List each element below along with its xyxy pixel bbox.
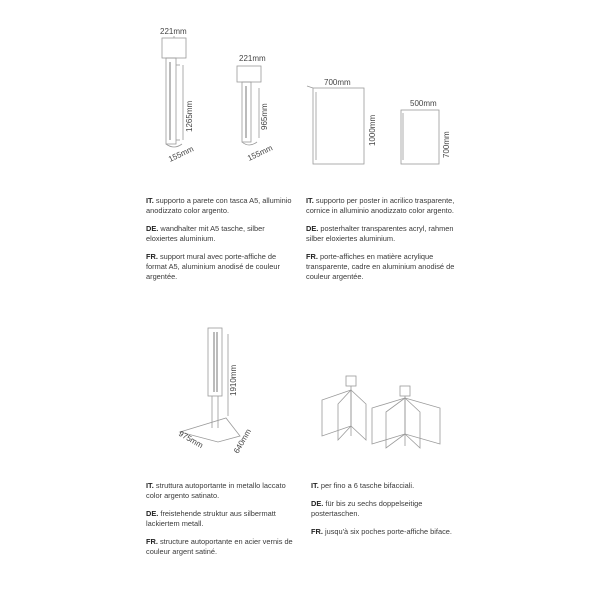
text-fr: jusqu'à six poches porte-affiche biface.	[324, 527, 452, 536]
lang-code-de: DE.	[146, 509, 159, 518]
description-wall-holder	[146, 196, 296, 290]
dim-500: 500mm	[410, 99, 437, 108]
dim-965: 965mm	[260, 103, 269, 130]
text-fr: support mural avec porte-affiche de format A5, aluminium anodisé de couleur argentée.	[146, 252, 280, 281]
description-it	[146, 196, 296, 216]
description-de	[146, 224, 296, 244]
description-fr	[306, 252, 456, 282]
rotating-pockets-drawing	[322, 376, 440, 448]
dim-700-small: 700mm	[442, 131, 451, 158]
description-pockets	[311, 481, 461, 545]
lang-code-it: IT.	[311, 481, 319, 490]
lang-code-de: DE.	[306, 224, 319, 233]
poster-large-drawing	[307, 86, 364, 164]
wall-holder-tall-drawing	[162, 36, 186, 147]
description-poster-holder	[306, 196, 456, 290]
description-de	[306, 224, 456, 244]
text-it: struttura autoportante in metallo laccato color argento satinato.	[146, 481, 286, 500]
text-de: wandhalter mit A5 tasche, silber eloxiertes aluminium.	[146, 224, 265, 243]
lang-code-fr: FR.	[311, 527, 323, 536]
text-it: supporto a parete con tasca A5, alluminio anodizzato color argento.	[146, 196, 292, 215]
description-fr	[146, 537, 296, 557]
lang-code-it: IT.	[146, 196, 154, 205]
lang-code-de: DE.	[311, 499, 324, 508]
poster-small-drawing	[401, 110, 439, 164]
description-it	[146, 481, 296, 501]
dim-1910: 1910mm	[229, 364, 238, 396]
lang-code-it: IT.	[306, 196, 314, 205]
dim-975: 975mm	[177, 428, 205, 451]
dim-1265: 1265mm	[185, 100, 194, 132]
dim-155-short: 155mm	[246, 143, 275, 163]
text-it: supporto per poster in acrilico trasparente, cornice in alluminio anodizzato color argento.	[306, 196, 455, 215]
text-de: freistehende struktur aus silbermatt lackiertem metall.	[146, 509, 276, 528]
description-fr	[311, 527, 461, 537]
lang-code-fr: FR.	[146, 537, 158, 546]
wall-holder-short-drawing	[237, 66, 261, 145]
text-de: posterhalter transparentes acryl, rahmen silber eloxiertes aluminium.	[306, 224, 454, 243]
text-fr: porte-affiches en matière acrylique transparente, cadre en aluminium anodisé de couleur argentée.	[306, 252, 455, 281]
lang-code-fr: FR.	[306, 252, 318, 261]
description-de	[311, 499, 461, 519]
dim-155-tall: 155mm	[167, 144, 196, 164]
text-fr: structure autoportante en acier vernis de couleur argent satiné.	[146, 537, 293, 556]
lang-code-it: IT.	[146, 481, 154, 490]
dim-221-short: 221mm	[239, 54, 266, 63]
description-fr	[146, 252, 296, 282]
description-de	[146, 509, 296, 529]
dim-221-tall: 221mm	[160, 27, 187, 36]
lang-code-fr: FR.	[146, 252, 158, 261]
text-it: per fino a 6 tasche bifacciali.	[320, 481, 415, 490]
dim-700-large: 700mm	[324, 78, 351, 87]
text-de: für bis zu sechs doppelseitige postertaschen.	[311, 499, 423, 518]
dim-640: 640mm	[231, 427, 254, 455]
description-freestanding-structure	[146, 481, 296, 565]
description-it	[306, 196, 456, 216]
dim-1000: 1000mm	[368, 114, 377, 146]
description-it	[311, 481, 461, 491]
lang-code-de: DE.	[146, 224, 159, 233]
